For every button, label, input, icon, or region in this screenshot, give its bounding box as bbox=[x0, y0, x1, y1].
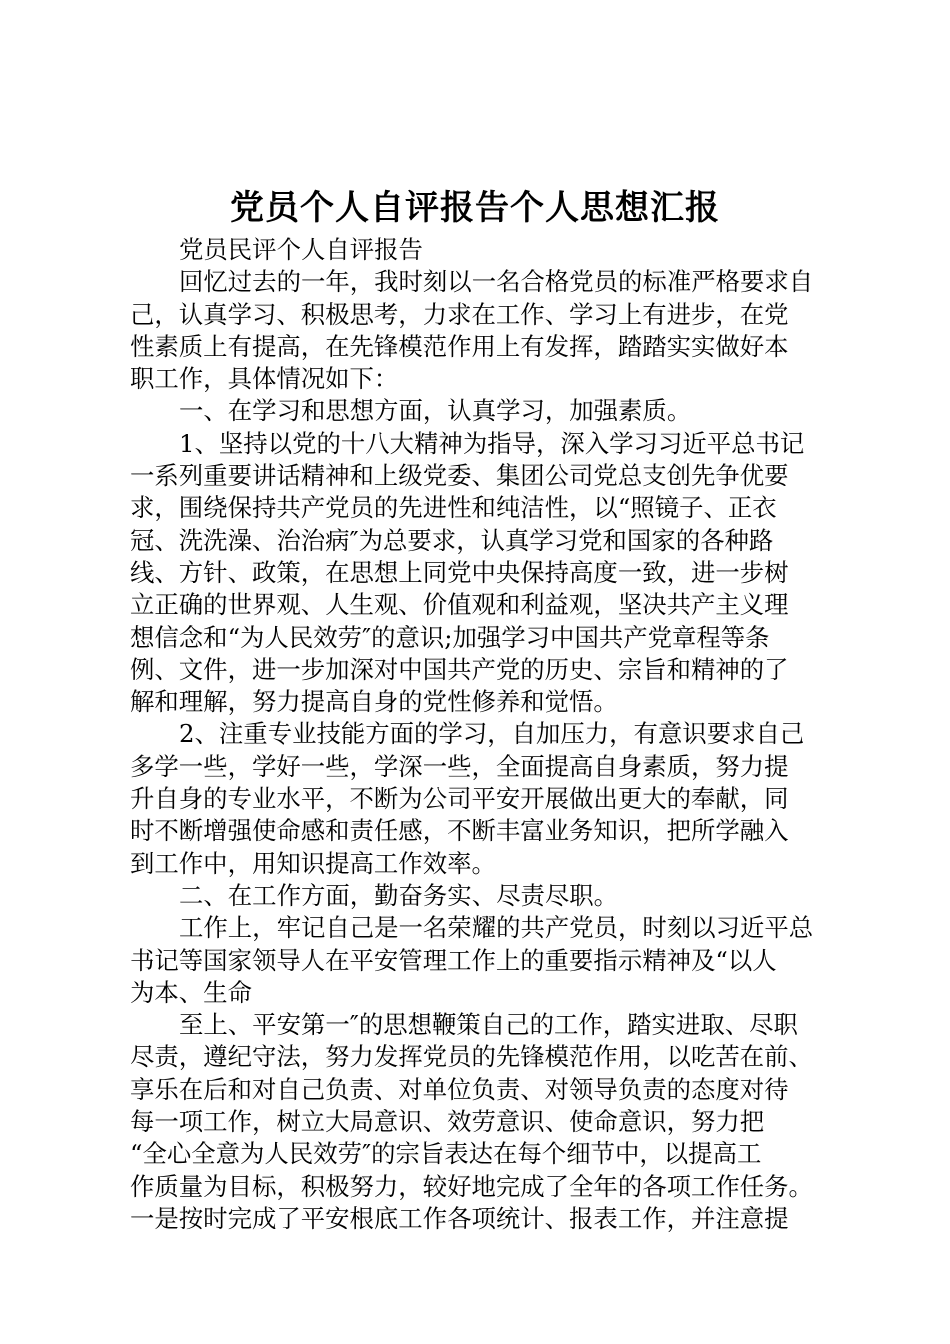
paragraph-line: 1、坚持以党的十八大精神为指导，深入学习习近平总书记 bbox=[179, 428, 805, 458]
paragraph-line: 立正确的世界观、人生观、价值观和利益观，坚决共产主义理 bbox=[130, 590, 789, 620]
paragraph-line: 作质量为目标，积极努力，较好地完成了全年的各项工作任务。 bbox=[130, 1171, 813, 1201]
paragraph-line: 享乐在后和对自己负责、对单位负责、对领导负责的态度对待 bbox=[130, 1074, 789, 1104]
paragraph-line: 升自身的专业水平，不断为公司平安开展做出更大的奉献，同 bbox=[130, 784, 789, 814]
paragraph-line: 想信念和“为人民效劳″的意识;加强学习中国共产党章程等条 bbox=[130, 622, 770, 652]
paragraph-line: 冠、洗洗澡、治治病″为总要求，认真学习党和国家的各种路 bbox=[130, 525, 774, 555]
paragraph-line: 每一项工作，树立大局意识、效劳意识、使命意识，努力把 bbox=[130, 1107, 765, 1137]
section-heading-line: 二、在工作方面，勤奋务实、尽责尽职。 bbox=[179, 880, 619, 910]
document-body bbox=[130, 234, 830, 1235]
paragraph-line: 职工作，具体情况如下： bbox=[130, 364, 399, 394]
paragraph-line: 解和理解，努力提高自身的党性修养和觉悟。 bbox=[130, 687, 618, 717]
section-heading-line: 一、在学习和思想方面，认真学习，加强素质。 bbox=[179, 396, 692, 426]
document-title: 党员个人自评报告个人思想汇报 bbox=[230, 188, 720, 228]
paragraph-line: 性素质上有提高，在先锋模范作用上有发挥，踏踏实实做好本 bbox=[130, 331, 789, 361]
paragraph-line: 到工作中，用知识提高工作效率。 bbox=[130, 848, 496, 878]
paragraph-line: 求，围绕保持共产党员的先进性和纯洁性，以“照镜子、正衣 bbox=[130, 493, 777, 523]
paragraph-line: 一是按时完成了平安根底工作各项统计、报表工作，并注意提 bbox=[130, 1203, 789, 1233]
paragraph-line: 线、方针、政策，在思想上同党中央保持高度一致，进一步树 bbox=[130, 557, 789, 587]
paragraph-line: 为本、生命 bbox=[130, 977, 252, 1007]
paragraph-line: 例、文件，进一步加深对中国共产党的历史、宗旨和精神的了 bbox=[130, 654, 789, 684]
paragraph-line: 书记等国家领导人在平安管理工作上的重要指示精神及“以人 bbox=[130, 945, 777, 975]
paragraph-line: 时不断增强使命感和责任感，不断丰富业务知识，把所学融入 bbox=[130, 816, 789, 846]
paragraph-line: 己，认真学习、积极思考，力求在工作、学习上有进步，在党 bbox=[130, 299, 789, 329]
paragraph-line: 党员民评个人自评报告 bbox=[179, 235, 423, 264]
paragraph-line: 尽责，遵纪守法，努力发挥党员的先锋模范作用，以吃苦在前、 bbox=[130, 1042, 813, 1072]
paragraph-line: 至上、平安第一″的思想鞭策自己的工作，踏实进取、尽职 bbox=[179, 1010, 798, 1040]
paragraph-line: 回忆过去的一年，我时刻以一名合格党员的标准严格要求自 bbox=[179, 267, 814, 297]
paragraph-line: 工作上，牢记自己是一名荣耀的共产党员，时刻以习近平总 bbox=[179, 913, 814, 943]
paragraph-line: 一系列重要讲话精神和上级党委、集团公司党总支创先争优要 bbox=[130, 461, 789, 491]
paragraph-line: 多学一些，学好一些，学深一些，全面提高自身素质，努力提 bbox=[130, 751, 789, 781]
paragraph-line: 2、注重专业技能方面的学习，自加压力，有意识要求自己 bbox=[179, 719, 805, 749]
paragraph-line: “全心全意为人民效劳″的宗旨表达在每个细节中，以提高工 bbox=[130, 1139, 762, 1169]
